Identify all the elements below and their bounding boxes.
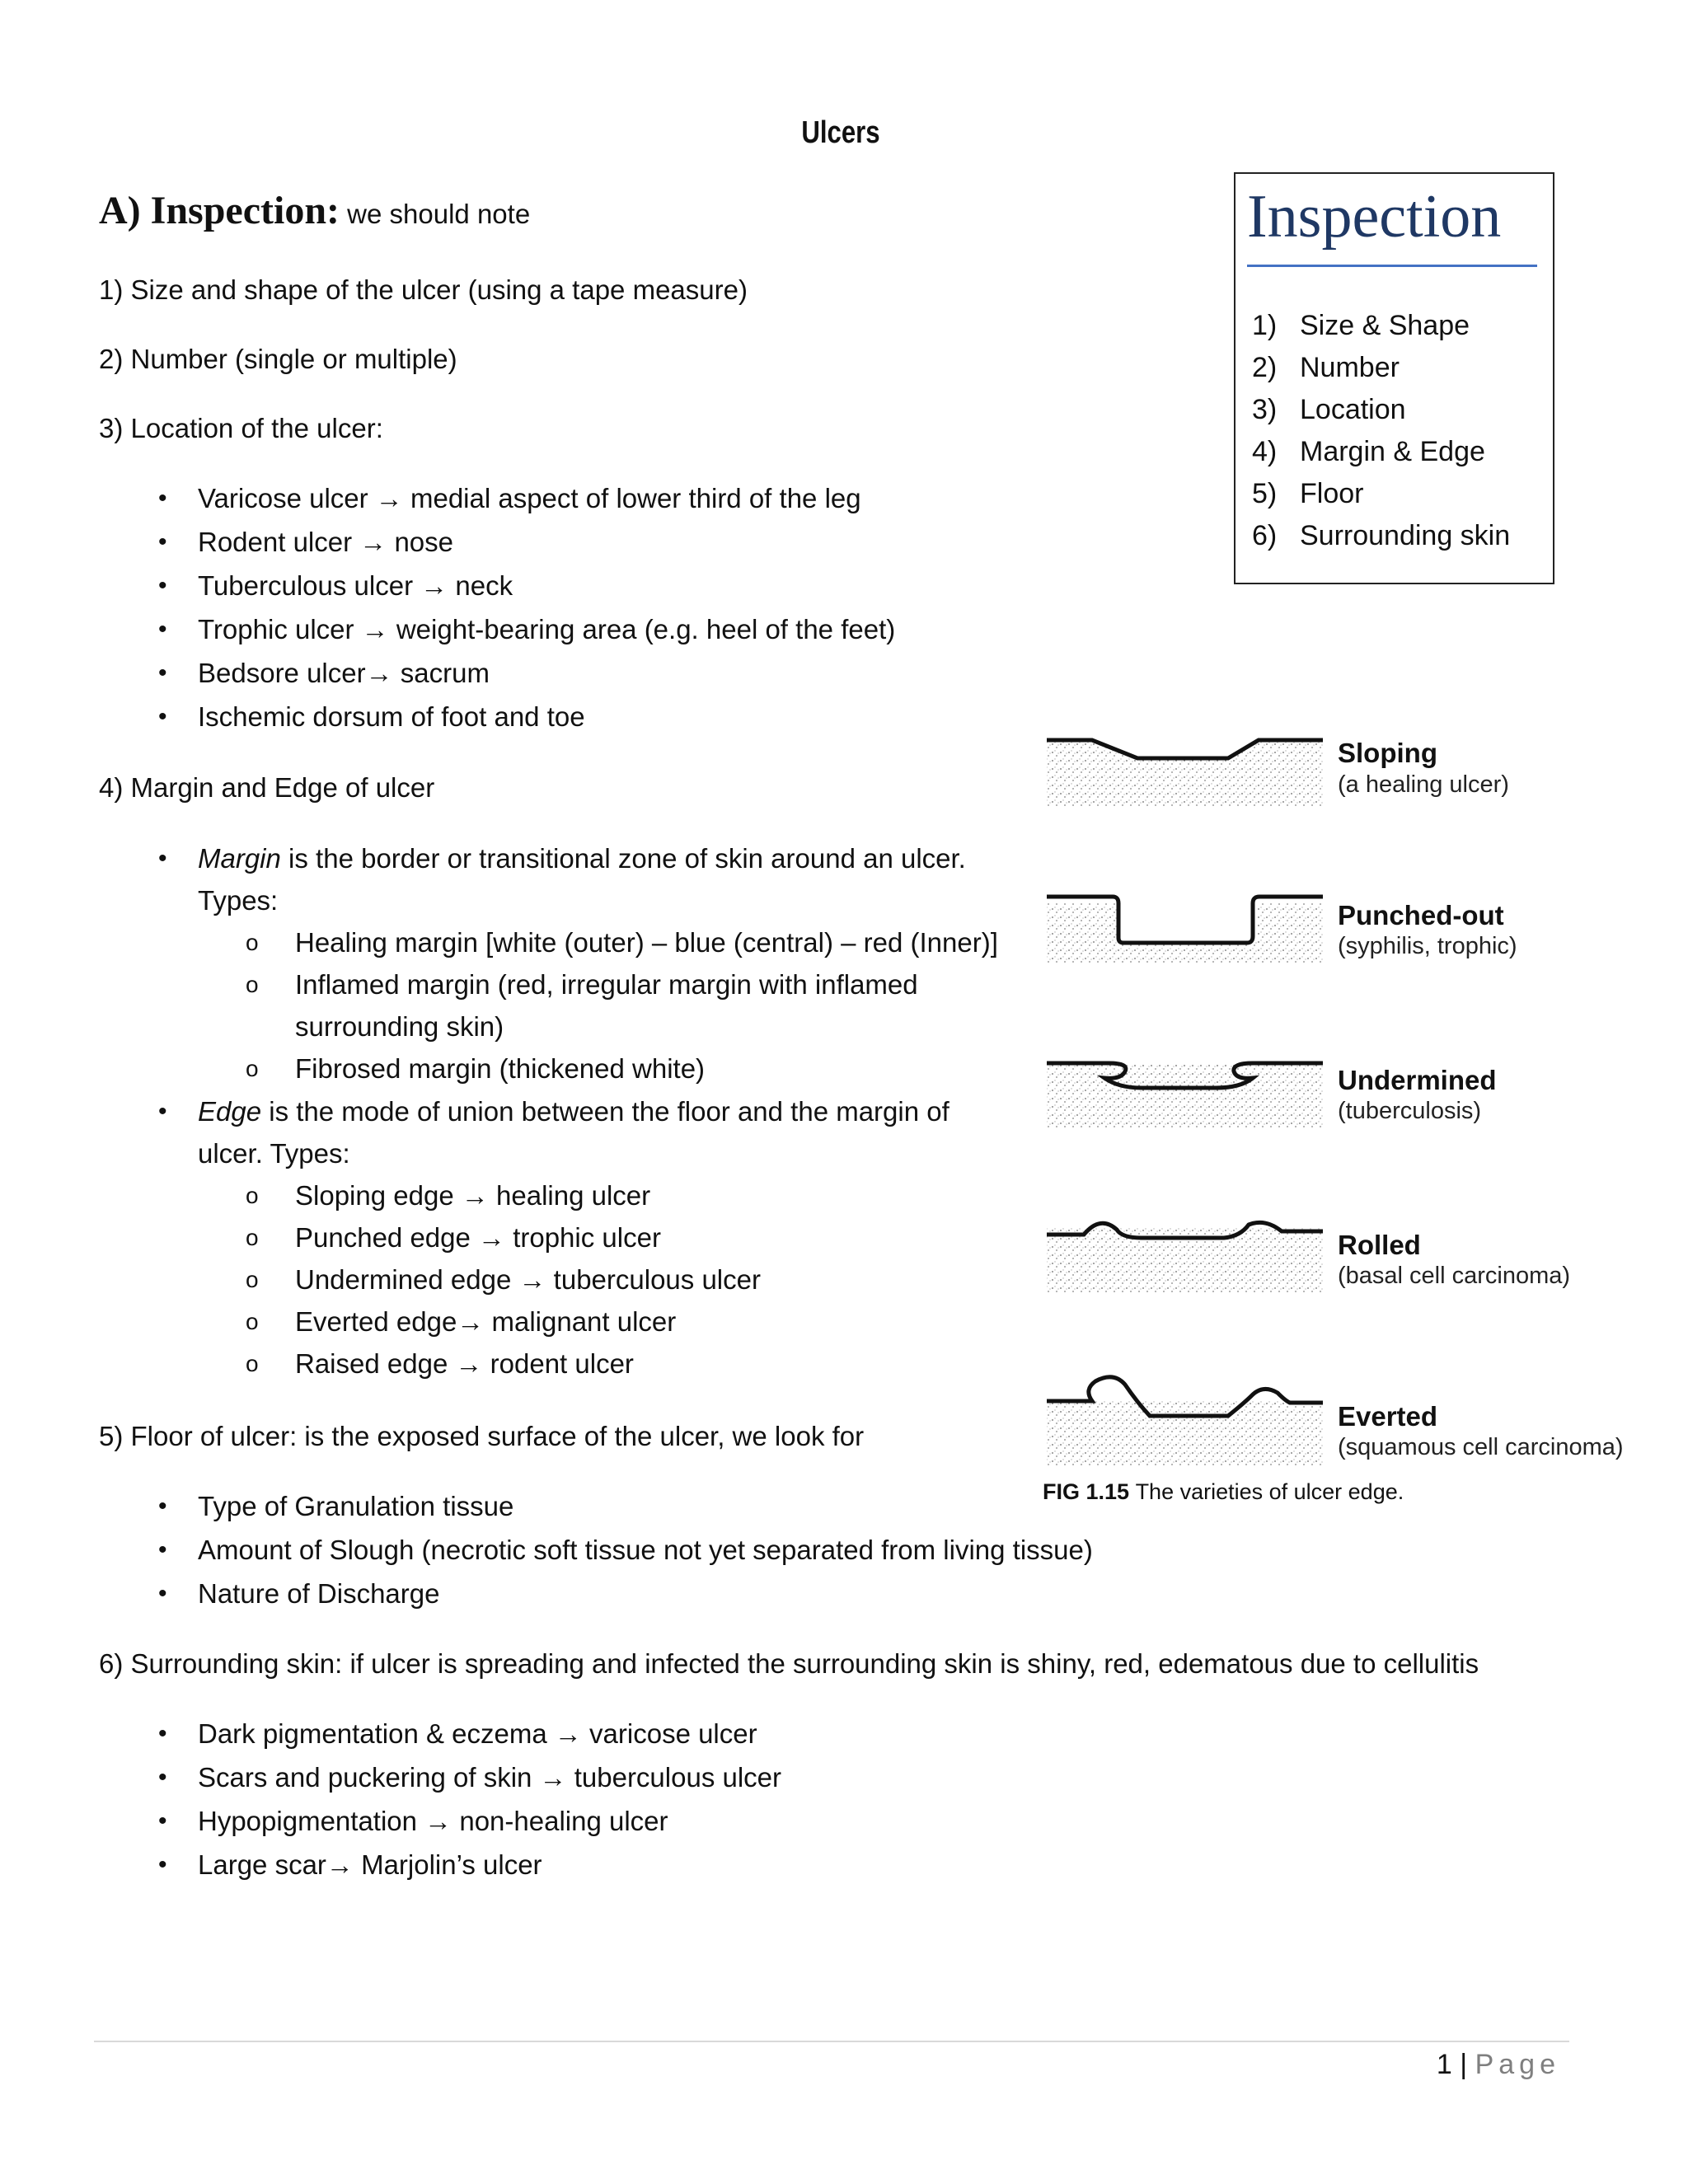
bullet-icon: •: [158, 659, 167, 687]
margin-term: Margin: [198, 843, 281, 874]
bullet-icon: •: [158, 572, 167, 599]
punched-out-edge-diagram: [1047, 897, 1323, 964]
edge-type: Everted edge→ malignant ulcer: [295, 1306, 677, 1337]
edge-label-desc: (tuberculosis): [1338, 1098, 1482, 1124]
summary-box-title: Inspection: [1247, 183, 1502, 251]
document-title: Ulcers: [801, 115, 880, 150]
edge-label-name: Rolled: [1338, 1230, 1421, 1260]
edge-types-label: ulcer. Types:: [198, 1138, 350, 1169]
edge-label-desc: (a healing ulcer): [1338, 771, 1509, 798]
summary-item-number: 6): [1252, 520, 1278, 551]
bullet-icon: •: [158, 1536, 167, 1563]
surrounding-bullet: Scars and puckering of skin → tuberculous ulcer: [198, 1762, 782, 1793]
location-bullet: Varicose ulcer → medial aspect of lower third of the leg: [198, 483, 861, 513]
surrounding-bullet: Hypopigmentation → non-healing ulcer: [198, 1806, 668, 1836]
location-bullet: Tuberculous ulcer → neck: [198, 570, 513, 601]
edge-type: Punched edge → trophic ulcer: [295, 1222, 661, 1253]
figure-caption-label: FIG 1.15: [1043, 1479, 1130, 1504]
edge-type: Sloping edge → healing ulcer: [295, 1180, 651, 1211]
location-bullet: Ischemic dorsum of foot and toe: [198, 701, 585, 732]
summary-item: [1252, 520, 1510, 552]
item-margin-edge: 4) Margin and Edge of ulcer: [99, 772, 435, 803]
margin-type: Inflamed margin (red, irregular margin with inflamed: [295, 969, 918, 1000]
bullet-icon: •: [158, 1764, 167, 1791]
floor-bullet: Amount of Slough (necrotic soft tissue not yet separated from living tissue): [198, 1535, 1093, 1565]
margin-def-text: is the border or transitional zone of skin around an ulcer.: [280, 843, 966, 874]
sloping-edge-diagram: [1047, 740, 1323, 808]
floor-bullet: Type of Granulation tissue: [198, 1491, 514, 1521]
bullet-icon: •: [158, 845, 167, 872]
item-number: 2) Number (single or multiple): [99, 344, 457, 374]
summary-item: [1252, 394, 1406, 426]
footer-rule: [94, 2041, 1569, 2042]
circle-bullet-icon: o: [246, 1309, 259, 1334]
edge-label-name: Undermined: [1338, 1065, 1497, 1095]
item-floor: 5) Floor of ulcer: is the exposed surface of the ulcer, we look for: [99, 1421, 865, 1451]
page-separator: |: [1460, 2049, 1468, 2080]
edge-label-name: Punched-out: [1338, 900, 1504, 930]
bullet-icon: •: [158, 1580, 167, 1607]
edge-label-desc: (squamous cell carcinoma): [1338, 1434, 1624, 1460]
circle-bullet-icon: o: [246, 972, 259, 997]
bullet-icon: •: [158, 1720, 167, 1747]
circle-bullet-icon: o: [246, 930, 259, 955]
circle-bullet-icon: o: [246, 1225, 259, 1250]
page-footer: [1437, 2049, 1560, 2081]
summary-item: [1252, 310, 1470, 342]
margin-type: Healing margin [white (outer) – blue (central) – red (Inner)]: [295, 927, 998, 958]
item-location: 3) Location of the ulcer:: [99, 413, 383, 443]
floor-bullet: Nature of Discharge: [198, 1578, 440, 1609]
summary-item-number: 5): [1252, 478, 1278, 509]
summary-box-rule: [1247, 265, 1537, 267]
bullet-icon: •: [158, 1807, 167, 1835]
summary-item-number: 4): [1252, 436, 1278, 467]
summary-item-label: Surrounding skin: [1300, 520, 1511, 551]
bullet-icon: •: [158, 485, 167, 512]
summary-item-number: 2): [1252, 352, 1278, 383]
page-word: Page: [1475, 2049, 1560, 2080]
surrounding-bullet: Large scar→ Marjolin’s ulcer: [198, 1849, 542, 1880]
edge-definition: [198, 1096, 950, 1127]
summary-item-number: 1): [1252, 310, 1278, 341]
summary-item-label: Size & Shape: [1300, 310, 1470, 341]
section-heading-rest: we should note: [340, 199, 531, 229]
summary-item: [1252, 352, 1400, 384]
summary-item-label: Location: [1300, 394, 1406, 425]
section-heading: [99, 188, 530, 233]
margin-types-label: Types:: [198, 885, 279, 916]
bullet-icon: •: [158, 1493, 167, 1520]
summary-item: [1252, 478, 1363, 510]
circle-bullet-icon: o: [246, 1183, 259, 1208]
summary-item-label: Floor: [1300, 478, 1364, 509]
bullet-icon: •: [158, 1851, 167, 1878]
figure-caption-text: The varieties of ulcer edge.: [1135, 1479, 1404, 1504]
undermined-edge-diagram: [1047, 1063, 1323, 1129]
everted-edge-diagram: [1047, 1377, 1323, 1465]
surrounding-bullet: Dark pigmentation & eczema → varicose ulcer: [198, 1718, 757, 1749]
location-bullet: Rodent ulcer → nose: [198, 527, 454, 557]
bullet-icon: •: [158, 616, 167, 643]
edge-def-text: is the mode of union between the floor and the margin of: [261, 1096, 950, 1127]
edge-label-name: Sloping: [1338, 738, 1437, 768]
circle-bullet-icon: o: [246, 1267, 259, 1292]
edge-label-desc: (basal cell carcinoma): [1338, 1263, 1571, 1289]
circle-bullet-icon: o: [246, 1351, 259, 1376]
rolled-edge-diagram: [1047, 1222, 1323, 1294]
item-surrounding: 6) Surrounding skin: if ulcer is spreading and infected the surrounding skin is shiny, red, edematous due to cellulitis: [99, 1648, 1479, 1679]
bullet-icon: •: [158, 703, 167, 730]
margin-type-cont: surrounding skin): [295, 1011, 504, 1042]
inspection-summary-box: [1234, 172, 1554, 584]
margin-definition: [198, 843, 966, 874]
edge-type: Raised edge → rodent ulcer: [295, 1348, 634, 1379]
edge-label-name: Everted: [1338, 1401, 1438, 1432]
page-number: 1: [1436, 2049, 1452, 2080]
bullet-icon: •: [158, 528, 167, 555]
location-bullet: Trophic ulcer → weight-bearing area (e.g. heel of the feet): [198, 614, 896, 644]
section-heading-strong: A) Inspection:: [99, 189, 340, 232]
figure-caption: [1043, 1479, 1404, 1505]
margin-type: Fibrosed margin (thickened white): [295, 1053, 706, 1084]
edge-type: Undermined edge → tuberculous ulcer: [295, 1264, 761, 1295]
summary-item: [1252, 436, 1485, 468]
circle-bullet-icon: o: [246, 1056, 259, 1081]
bullet-icon: •: [158, 1098, 167, 1125]
edge-label-desc: (syphilis, trophic): [1338, 933, 1517, 959]
location-bullet: Bedsore ulcer→ sacrum: [198, 658, 490, 688]
item-size: 1) Size and shape of the ulcer (using a tape measure): [99, 274, 748, 305]
edge-term: Edge: [198, 1096, 262, 1127]
summary-item-label: Margin & Edge: [1300, 436, 1485, 467]
ulcer-edge-figure: [1043, 725, 1327, 1500]
summary-item-label: Number: [1300, 352, 1400, 383]
summary-item-number: 3): [1252, 394, 1278, 425]
